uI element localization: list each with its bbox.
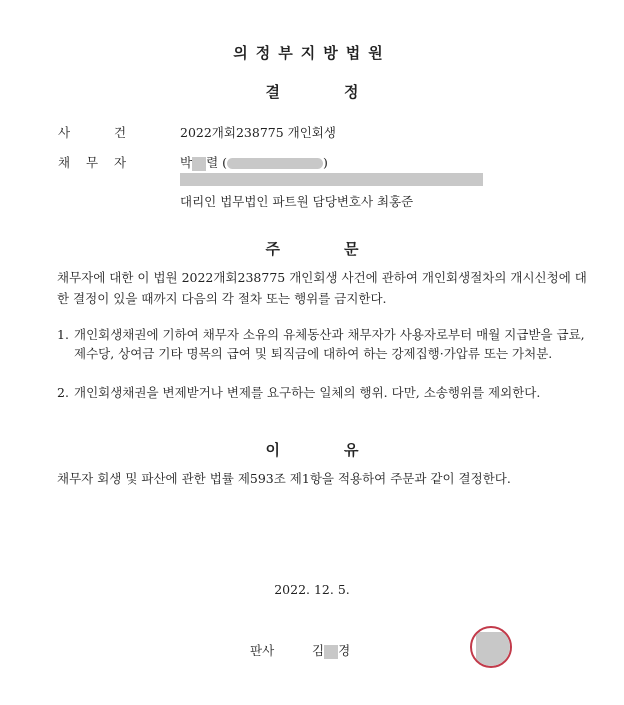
- decision-date: 2022. 12. 5.: [274, 582, 350, 597]
- judge-title: 판사: [250, 643, 275, 658]
- reason-text: 채무자 회생 및 파산에 관한 법률 제593조 제1항을 적용하여 주문과 같이 결정한다.: [57, 471, 511, 486]
- reason-heading: 이 유: [265, 441, 359, 459]
- list-item: 2. 개인회생채권을 변제받거나 변제를 요구하는 일체의 행위. 다만, 소송행위를 제외한다.: [57, 385, 541, 400]
- redaction-block: [227, 158, 323, 169]
- document-title: [0, 81, 624, 102]
- case-label: 사 건: [58, 125, 127, 140]
- order-heading: 주 문: [265, 240, 359, 258]
- agent-line: 대리인 법무법인 파트원 담당변호사 최홍준: [180, 194, 414, 209]
- redaction-block: [324, 645, 338, 659]
- title-char-1: 결: [265, 83, 280, 101]
- redaction-block: [476, 632, 510, 668]
- redaction-address: [180, 173, 483, 186]
- debtor-label: 채 무 자: [58, 155, 127, 170]
- court-name: 의정부지방법원: [233, 44, 391, 62]
- order-text: 채무자에 대한 이 법원 2022개회238775 개인회생 사건에 관하여 개인회생절차의 개시신청에 대한 결정이 있을 때까지 다음의 각 절차 또는 행위를 금지한다.: [57, 270, 587, 306]
- judge-name: 김 경: [312, 643, 351, 658]
- case-number: 2022개회238775 개인회생: [180, 125, 336, 140]
- list-item: 1. 개인회생채권에 기하여 채무자 소유의 유체동산과 채무자가 사용자로부터 매월 지급받을 급료, 제수당, 상여금 기타 명목의 급여 및 퇴직금에 대하여 하는 강제집행·가압류 또는 가처분.: [57, 327, 585, 361]
- redaction-block: [192, 157, 206, 171]
- title-char-2: 정: [344, 83, 359, 101]
- debtor-name: 박 렬 ( ): [180, 155, 328, 170]
- court-seal: [470, 626, 512, 668]
